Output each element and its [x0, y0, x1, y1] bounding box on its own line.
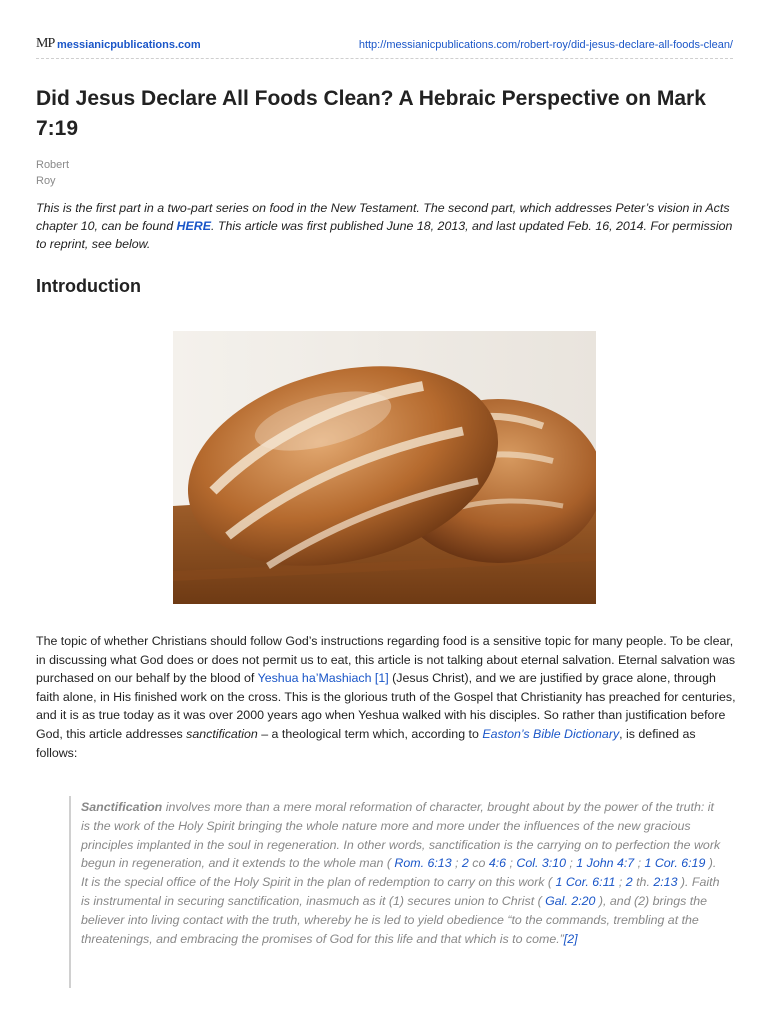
quote-text: ;	[451, 856, 462, 871]
series-note-text-end: . This article was first published June 18, 2013, and last updated Feb. 16, 2014. For permission to reprint, see below.	[36, 219, 733, 251]
ref-link[interactable]: 1 Cor. 6:19	[644, 856, 706, 871]
quote-text: ;	[506, 856, 517, 871]
quote-text: ), and (2) brings the believer into living contact with the truth, whereby he is led to yield obedience “to the commands, trembling at the threatenings, and embracing the promises of God for this life and that which is to come.”	[81, 893, 708, 946]
quote-text: th.	[632, 875, 654, 890]
quote-text: involves more than a mere moral reformation of character, brought about by the power of the truth: it is the work of the Holy Spirit bringing the whole nature more and more under the influences of the new gracious principles implanted in the soul in regeneration. In other words, sanctification is the carrying on to perfection the work begun in regeneration, and it extends to the whole man (	[81, 800, 721, 871]
paragraph-text: , is defined as follows:	[36, 726, 696, 760]
ref-link[interactable]: 2:13	[653, 875, 678, 890]
ref-link[interactable]: 2	[461, 856, 469, 871]
quote-text: ;	[565, 856, 577, 871]
page-header	[36, 36, 733, 54]
paragraph-text: – a theological term which, according to	[257, 726, 483, 741]
author-last-name: Roy	[36, 175, 56, 187]
bread-photo	[173, 331, 596, 604]
article-author	[36, 157, 69, 189]
article-title: Did Jesus Declare All Foods Clean? A Hebraic Perspective on Mark 7:19	[36, 87, 706, 140]
quote-text: co	[468, 856, 489, 871]
introduction-paragraph	[36, 632, 736, 762]
paragraph-text: The topic of whether Christians should follow God’s instructions regarding food is a sensitive topic for many people. To be clear, in discussing what God does or does not permit us to eat, this article is not talking about eternal salvation. Eternal salvation was purchased on our behalf by the blood of	[36, 634, 736, 686]
section-heading-introduction: Introduction	[36, 276, 141, 296]
dictionary-quote	[69, 796, 721, 988]
author-first-name: Robert	[36, 159, 70, 171]
quote-text: ). Faith is instrumental in securing sanctification, inasmuch as it (1) secures union to Christ (	[81, 875, 720, 908]
site-name-link[interactable]: messianicpublications.com	[57, 39, 201, 51]
eastons-dictionary-link[interactable]: Easton’s Bible Dictionary	[482, 726, 620, 741]
ref-link[interactable]: Col. 3:10	[516, 856, 566, 871]
quote-text: ). It is the special office of the Holy Spirit in the plan of redemption to carry on this work (	[81, 856, 717, 890]
quote-text: ;	[615, 875, 626, 890]
paragraph-text: (Jesus Christ), and we are justified by grace alone, through faith alone, in His finished work on the cross. This is the glorious truth of the Gospel that Christianity has preached for centuries, and it is as true today as it was over 2000 years ago when Yeshua walked with his disciples. So rather than justification before God, this article addresses	[36, 671, 736, 741]
ref-link[interactable]: Rom. 6:13	[394, 856, 452, 871]
ref-link[interactable]: 2	[625, 875, 633, 890]
ref-link[interactable]: 1 Cor. 6:11	[555, 875, 616, 890]
bread-image	[173, 331, 596, 604]
series-part-two-link[interactable]: HERE	[176, 219, 211, 233]
site-logo[interactable]: MP	[36, 36, 55, 51]
yeshua-footnote-link[interactable]: Yeshua ha’Mashiach [1]	[257, 671, 389, 686]
footnote-2-link[interactable]: [2]	[563, 931, 578, 946]
ref-link[interactable]: 1 John 4:7	[576, 856, 635, 871]
series-note	[36, 199, 736, 253]
ref-link[interactable]: 4:6	[488, 856, 507, 871]
sanctification-term: sanctification	[186, 726, 258, 741]
quote-text: ;	[634, 856, 645, 871]
quote-term: Sanctification	[81, 800, 163, 814]
series-note-text: This is the first part in a two-part series on food in the New Testament. The second part, which addresses Peter’s vision in Acts chapter 10, can be found	[36, 201, 730, 233]
page-url-link[interactable]: http://messianicpublications.com/robert-roy/did-jesus-declare-all-foods-clean/	[358, 39, 733, 51]
ref-link[interactable]: Gal. 2:20	[545, 893, 596, 908]
header-divider	[36, 58, 733, 59]
